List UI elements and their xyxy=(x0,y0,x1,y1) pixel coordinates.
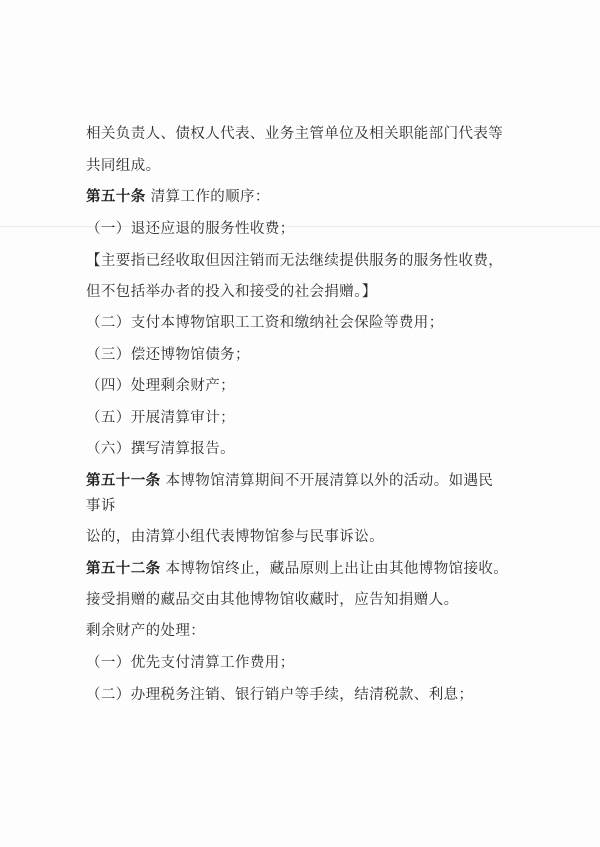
list-item: （二）支付本博物馆职工工资和缴纳社会保险等费用； xyxy=(86,315,444,331)
list-item: （六）撰写清算报告。 xyxy=(86,441,235,457)
article-number: 第五十条 xyxy=(86,189,146,205)
list-item: （一）退还应退的服务性收费； xyxy=(86,221,295,237)
article-number: 第五十二条 xyxy=(86,561,161,577)
paragraph-line: 接受捐赠的藏品交由其他博物馆收藏时，应告知捐赠人。 xyxy=(86,592,459,608)
list-item: （一）优先支付清算工作费用； xyxy=(86,655,295,671)
paragraph-line: 共同组成。 xyxy=(86,158,161,174)
list-item: （四）处理剩余财产； xyxy=(86,378,235,394)
paragraph-line: 讼的，由清算小组代表博物馆参与民事诉讼。 xyxy=(86,529,384,545)
paragraph-line: 剩余财产的处理： xyxy=(86,623,206,639)
note-line: 但不包括举办者的投入和接受的社会捐赠。】 xyxy=(86,284,377,300)
article-50-heading: 第五十条 清算工作的顺序： xyxy=(86,189,270,205)
article-number: 第五十一条 xyxy=(86,473,161,489)
list-item: （三）偿还博物馆债务； xyxy=(86,347,250,363)
paragraph-line: 事诉 xyxy=(86,498,116,514)
paragraph-line: 相关负责人、债权人代表、业务主管单位及相关职能部门代表等 xyxy=(86,126,504,142)
list-item: （二）办理税务注销、银行销户等手续，结清税款、利息； xyxy=(86,687,474,703)
article-51-heading: 第五十一条 本博物馆清算期间不开展清算以外的活动。如遇民 xyxy=(86,473,494,489)
article-52-heading: 第五十二条 本博物馆终止，藏品原则上出让由其他博物馆接收。 xyxy=(86,561,509,577)
list-item: （五）开展清算审计； xyxy=(86,410,235,426)
note-line: 【主要指已经收取但因注销而无法继续提供服务的服务性收费， xyxy=(86,253,504,269)
